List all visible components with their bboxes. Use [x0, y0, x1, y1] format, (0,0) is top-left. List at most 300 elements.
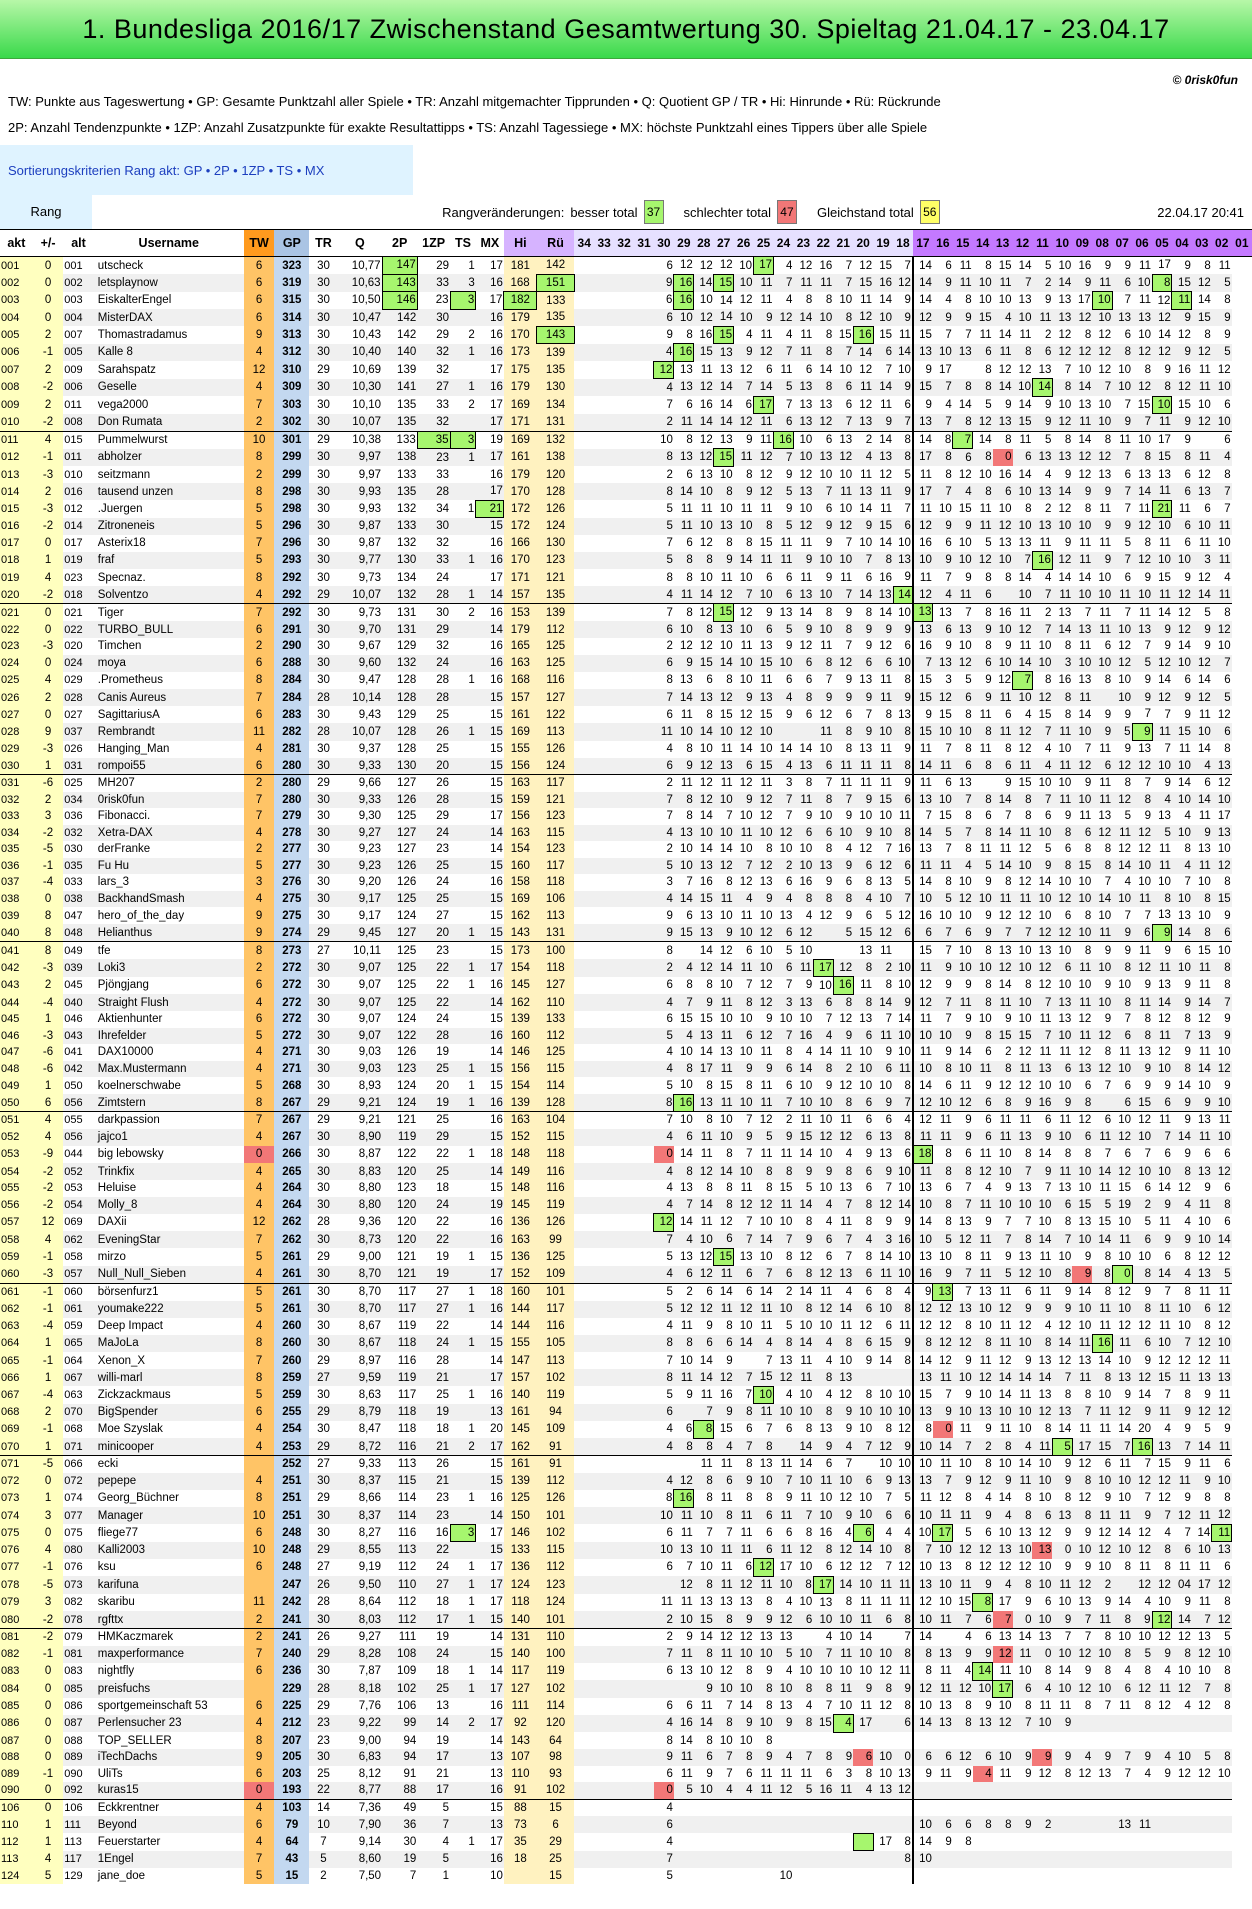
table-cell: 8,55	[338, 1542, 383, 1559]
table-cell: 13	[773, 604, 793, 622]
column-header-22[interactable]: 26	[734, 230, 754, 257]
table-cell: 6	[244, 1816, 274, 1833]
table-cell: 10	[1032, 1576, 1052, 1594]
username-cell: skaribu	[97, 1596, 135, 1609]
table-cell: 10	[1052, 518, 1072, 535]
table-cell: 8	[686, 743, 693, 755]
table-cell: 4	[244, 1473, 274, 1490]
table-cell: 25	[436, 1388, 450, 1401]
table-cell: 083	[0, 1663, 33, 1681]
table-cell: 13	[879, 876, 893, 889]
table-cell: 6	[666, 1526, 673, 1539]
table-cell	[1132, 1799, 1152, 1816]
column-header-18[interactable]: 30	[654, 230, 674, 257]
table-cell: 14	[913, 274, 933, 292]
table-cell: 1	[450, 1094, 476, 1112]
table-cell: 017	[64, 537, 83, 549]
table-cell: 6	[654, 309, 674, 326]
table-cell: 14	[873, 994, 893, 1011]
table-cell: 8	[833, 621, 853, 638]
table-cell	[634, 825, 654, 842]
table-cell: 8	[726, 1182, 733, 1195]
table-cell	[614, 1715, 634, 1733]
table-cell: 124	[537, 758, 575, 775]
column-header-31[interactable]: 17	[913, 230, 933, 257]
table-cell: 13	[1078, 1216, 1092, 1229]
table-cell: 10	[674, 309, 694, 326]
table-cell: 9	[904, 294, 911, 307]
table-cell: 11	[720, 571, 733, 584]
table-cell: 12	[1178, 1354, 1191, 1367]
table-cell: 028	[63, 689, 93, 706]
table-cell: 11	[1052, 1576, 1072, 1594]
username-cell: börsenfurz1	[94, 1283, 244, 1301]
column-header-2[interactable]: alt	[63, 230, 93, 257]
table-cell	[973, 1833, 993, 1851]
table-cell: 5	[1124, 810, 1132, 823]
column-header-38[interactable]: 10	[1052, 230, 1072, 257]
table-cell: 10	[853, 1507, 873, 1524]
table-cell: 8	[853, 959, 873, 977]
column-header-4[interactable]: TW	[244, 230, 274, 257]
column-header-35[interactable]: 13	[993, 230, 1013, 257]
table-cell: 11	[780, 363, 793, 376]
table-cell: 8	[1184, 1250, 1191, 1263]
username-cell: MisterDAX	[94, 309, 244, 326]
column-header-14[interactable]: 34	[574, 230, 594, 257]
column-header-25[interactable]: 23	[793, 230, 813, 257]
column-header-23[interactable]: 25	[754, 230, 774, 257]
table-cell: 15	[714, 449, 734, 467]
table-cell: 10	[1132, 586, 1152, 604]
table-cell	[574, 1214, 594, 1232]
table-cell: 282	[274, 723, 309, 741]
table-cell: 8	[1064, 1216, 1072, 1229]
table-cell: 012	[64, 502, 83, 515]
table-cell	[574, 907, 594, 924]
table-cell	[594, 396, 614, 414]
table-cell: 29	[309, 1404, 337, 1421]
table-cell: 14	[1192, 994, 1212, 1011]
table-cell: 2	[773, 858, 793, 875]
table-cell: 7	[945, 1388, 952, 1401]
table-cell: 15	[1013, 775, 1033, 792]
column-header-40[interactable]: 08	[1092, 230, 1112, 257]
table-cell: 10	[993, 655, 1013, 672]
table-cell: 11	[959, 1079, 972, 1092]
table-cell: 6	[973, 344, 993, 362]
table-cell: 10	[674, 723, 694, 741]
table-cell: 10	[1058, 743, 1072, 755]
table-cell: 027	[64, 708, 83, 721]
table-cell: 12	[719, 259, 733, 272]
table-cell: 7	[773, 449, 793, 467]
table-cell: 8	[985, 571, 992, 584]
table-cell: 16	[913, 1266, 933, 1284]
username-cell: Canis Aureus	[94, 689, 244, 706]
table-cell: 11	[1052, 586, 1072, 604]
table-cell: -5	[33, 841, 63, 858]
table-cell: 12	[859, 259, 873, 272]
table-cell: 8	[993, 1094, 1013, 1112]
column-header-3[interactable]: Username	[94, 230, 244, 257]
column-header-42[interactable]: 06	[1132, 230, 1152, 257]
table-cell: 10	[1072, 1231, 1092, 1248]
table-cell: 27	[417, 1576, 450, 1594]
table-cell: -9	[33, 1146, 63, 1164]
column-header-7[interactable]: Q	[338, 230, 383, 257]
table-cell: 280	[274, 758, 309, 775]
table-cell: 15	[754, 758, 774, 775]
table-cell	[1132, 1782, 1152, 1799]
table-cell: 9	[973, 1507, 993, 1524]
table-cell: 17	[476, 449, 504, 467]
column-header-8[interactable]: 2P	[382, 230, 417, 257]
table-cell: 6	[654, 1816, 674, 1833]
table-cell: 313	[274, 326, 309, 344]
table-cell: 8	[865, 1250, 873, 1263]
table-cell: 273	[274, 942, 309, 960]
table-cell: 15	[476, 1335, 504, 1353]
table-cell	[614, 1833, 634, 1851]
table-cell: 9	[793, 1231, 813, 1248]
table-cell: 14	[1197, 674, 1211, 687]
table-cell	[450, 621, 476, 638]
table-cell	[634, 891, 654, 908]
column-header-36[interactable]: 12	[1013, 230, 1033, 257]
column-header-1[interactable]: +/-	[33, 230, 63, 257]
table-cell: 10	[759, 743, 773, 755]
column-header-37[interactable]: 11	[1032, 230, 1052, 257]
table-cell: 271	[274, 1044, 309, 1061]
table-cell	[734, 1352, 754, 1369]
table-cell: 11	[913, 1163, 933, 1180]
table-cell	[594, 1833, 614, 1851]
table-cell	[450, 1011, 476, 1028]
table-cell: 6	[893, 792, 913, 809]
table-cell: 067	[63, 1369, 93, 1386]
table-cell: 053	[64, 1182, 83, 1195]
table-cell: 30	[403, 1835, 417, 1848]
table-row	[0, 907, 1252, 924]
table-cell: 168	[504, 274, 537, 292]
table-cell: 10	[1172, 758, 1192, 775]
table-cell: 14	[1013, 1456, 1033, 1473]
table-cell: 11	[793, 792, 813, 809]
table-cell: 15	[537, 1868, 575, 1885]
table-cell: 14	[913, 1833, 933, 1851]
table-cell	[634, 1231, 654, 1248]
table-cell: 7	[833, 1456, 853, 1473]
table-cell: 5	[773, 483, 793, 500]
table-cell: 9	[1172, 431, 1192, 449]
table-cell: 8	[714, 483, 734, 500]
column-header-46[interactable]: 02	[1212, 230, 1232, 257]
table-cell: 10	[973, 274, 993, 292]
table-cell: 4	[1192, 758, 1212, 775]
username-cell: Beyond	[94, 1816, 244, 1833]
table-cell: 11	[993, 689, 1013, 706]
table-cell: 4	[1172, 1197, 1192, 1214]
table-cell: 077	[63, 1507, 93, 1524]
table-cell	[634, 1851, 654, 1868]
table-row	[0, 1061, 1252, 1078]
table-cell: 8	[1224, 979, 1231, 992]
table-cell: 7	[244, 808, 274, 825]
table-cell: 9	[786, 468, 793, 481]
table-cell: 4	[805, 909, 813, 922]
table-cell: 19	[417, 1266, 450, 1284]
table-cell	[614, 1646, 634, 1663]
table-cell: 13	[719, 1596, 733, 1609]
table-cell: 9,73	[358, 571, 382, 584]
table-cell: 10	[1032, 891, 1052, 908]
table-cell: 10	[1132, 1129, 1152, 1146]
table-cell	[634, 775, 654, 792]
table-cell: 6	[825, 1767, 833, 1780]
table-cell: 24	[436, 571, 450, 584]
table-cell: 9	[1132, 1283, 1152, 1301]
column-header-21[interactable]: 27	[714, 230, 734, 257]
table-cell: 12	[873, 858, 893, 875]
table-cell: 4	[1013, 1438, 1033, 1456]
table-cell	[614, 396, 634, 414]
table-cell: 052	[0, 1129, 33, 1146]
table-cell: 13	[913, 604, 933, 622]
table-cell: 1	[468, 1492, 475, 1505]
table-cell: 14	[873, 604, 893, 622]
table-cell: 9	[1152, 1646, 1172, 1663]
table-row	[0, 1680, 1252, 1698]
column-header-15[interactable]: 33	[594, 230, 614, 257]
column-header-43[interactable]: 05	[1152, 230, 1172, 257]
table-cell: 9	[734, 1715, 754, 1733]
table-cell: 6	[674, 1129, 694, 1146]
column-header-33[interactable]: 15	[953, 230, 973, 257]
table-cell: 10	[1098, 909, 1112, 922]
column-header-17[interactable]: 31	[634, 230, 654, 257]
table-cell: 13	[779, 1700, 793, 1712]
table-cell: 0	[1052, 1542, 1072, 1559]
table-cell: 175	[504, 361, 537, 379]
column-header-12[interactable]: Hi	[504, 230, 537, 257]
table-cell: 7	[726, 1526, 733, 1539]
table-cell	[574, 274, 594, 292]
table-cell: 4	[654, 1715, 674, 1733]
column-header-39[interactable]: 09	[1072, 230, 1092, 257]
table-cell: 323	[274, 257, 309, 275]
column-header-27[interactable]: 21	[833, 230, 853, 257]
table-cell: 17	[417, 1749, 450, 1766]
table-cell	[574, 1663, 594, 1681]
table-cell: 25	[417, 858, 450, 875]
table-cell: 28	[417, 483, 450, 500]
column-header-24[interactable]: 24	[773, 230, 793, 257]
table-cell: 11	[1052, 1112, 1072, 1129]
column-header-28[interactable]: 20	[853, 230, 873, 257]
table-cell: 9	[1104, 1013, 1112, 1026]
table-cell: 12	[1212, 1061, 1232, 1078]
table-row	[0, 1663, 1252, 1681]
table-cell	[674, 1833, 694, 1851]
table-cell: 10	[1172, 552, 1192, 570]
table-cell	[594, 1011, 614, 1028]
table-cell: 6	[1172, 1542, 1192, 1559]
column-header-9[interactable]: 1ZP	[417, 230, 450, 257]
table-cell: 1	[450, 379, 476, 397]
table-cell: 016	[0, 518, 33, 535]
table-cell	[993, 1851, 1013, 1868]
column-header-20[interactable]: 28	[694, 230, 714, 257]
table-cell: 12	[1038, 1767, 1052, 1780]
table-cell: 8	[1032, 1335, 1052, 1353]
table-cell: 8	[913, 1421, 933, 1439]
table-cell: 7	[833, 586, 853, 604]
table-cell: 118	[504, 1594, 537, 1612]
table-cell: 25	[537, 1851, 575, 1868]
column-header-30[interactable]: 18	[893, 230, 913, 257]
table-cell: 12	[1152, 1576, 1172, 1594]
column-header-11[interactable]: MX	[476, 230, 504, 257]
table-cell: 28	[436, 674, 450, 687]
table-cell: 1	[450, 1335, 476, 1353]
table-cell: 13	[1052, 604, 1072, 622]
table-cell: 11	[1218, 1388, 1231, 1401]
table-cell: 125	[537, 638, 575, 655]
column-header-10[interactable]: TS	[450, 230, 476, 257]
column-header-41[interactable]: 07	[1112, 230, 1132, 257]
table-cell: 12	[1072, 1576, 1092, 1594]
table-cell: 119	[382, 1129, 417, 1146]
table-cell: 11	[933, 1129, 953, 1146]
table-cell: 041	[0, 942, 33, 960]
table-cell: 11	[1198, 708, 1211, 721]
table-cell	[574, 1559, 594, 1577]
table-cell: 8,66	[358, 1492, 382, 1505]
table-cell: 10	[1178, 1320, 1191, 1332]
table-cell: 5	[773, 518, 793, 535]
table-row	[0, 257, 1252, 275]
column-header-6[interactable]: TR	[309, 230, 337, 257]
table-cell: 12	[1038, 979, 1052, 992]
table-row	[0, 1369, 1252, 1386]
table-cell: 8	[933, 1163, 953, 1180]
column-header-16[interactable]: 32	[614, 230, 634, 257]
table-cell: 29	[317, 1700, 330, 1712]
column-header-29[interactable]: 19	[873, 230, 893, 257]
table-cell	[594, 431, 614, 449]
table-cell: 14	[1038, 1148, 1052, 1161]
table-cell: 9	[1172, 1456, 1192, 1473]
username-cell: Trinkfix	[94, 1163, 244, 1180]
table-cell: 91	[537, 1438, 575, 1456]
column-header-26[interactable]: 22	[813, 230, 833, 257]
table-cell: 10	[893, 1404, 913, 1421]
table-cell: 10	[839, 1699, 853, 1712]
table-cell: 14	[680, 1734, 693, 1747]
table-cell: 160	[504, 858, 537, 875]
table-cell: 12	[973, 414, 993, 432]
table-cell: 10	[1013, 994, 1033, 1011]
table-cell: 7	[953, 1438, 973, 1456]
table-cell: 9,14	[358, 1835, 382, 1848]
table-cell: 13	[1132, 309, 1152, 326]
table-cell: 12	[1197, 1767, 1211, 1780]
column-header-0[interactable]: akt	[0, 230, 33, 257]
table-cell: 11	[913, 1490, 933, 1508]
table-cell: 32	[417, 344, 450, 362]
table-cell: 11	[1052, 758, 1072, 775]
table-cell: 002	[63, 274, 93, 292]
table-cell: 110	[537, 994, 575, 1011]
table-cell	[1092, 1816, 1112, 1833]
table-cell: 14	[754, 1283, 774, 1301]
table-cell: 7	[1184, 1526, 1191, 1539]
username-cell: MaJoLa	[94, 1335, 244, 1353]
column-header-13[interactable]: Rü	[537, 230, 575, 257]
table-cell: 123	[397, 1182, 417, 1195]
table-cell	[614, 621, 634, 638]
worse-label: schlechter total	[683, 204, 771, 220]
username-cell: EiskalterEngel	[97, 294, 172, 307]
table-cell: 037	[0, 874, 33, 891]
table-cell	[614, 344, 634, 362]
table-cell: 9	[913, 1283, 933, 1301]
table-cell: 9,07	[338, 1028, 383, 1045]
table-cell	[714, 1816, 734, 1833]
table-cell: 2	[773, 1283, 793, 1301]
table-cell: 7	[813, 775, 833, 792]
column-header-47[interactable]: 01	[1232, 230, 1252, 257]
column-header-44[interactable]: 04	[1172, 230, 1192, 257]
table-cell: 4	[244, 825, 274, 842]
table-cell: 6	[913, 924, 933, 942]
column-header-5[interactable]: GP	[274, 230, 309, 257]
table-cell	[614, 1851, 634, 1868]
column-header-32[interactable]: 16	[933, 230, 953, 257]
table-cell: 203	[274, 1766, 309, 1783]
table-cell: 8	[244, 1094, 274, 1112]
table-cell: 12	[1092, 825, 1112, 842]
table-cell: 22	[417, 994, 450, 1011]
column-header-19[interactable]: 29	[674, 230, 694, 257]
table-cell: 11	[754, 552, 774, 570]
column-header-45[interactable]: 03	[1192, 230, 1212, 257]
table-cell: 113	[537, 907, 575, 924]
table-cell: 4	[1124, 876, 1132, 889]
table-cell: 10	[913, 1698, 933, 1715]
table-cell: 12	[839, 1013, 853, 1026]
table-cell: 6	[845, 708, 853, 721]
table-cell: 131	[504, 1629, 537, 1646]
table-cell: 106	[397, 1700, 417, 1712]
table-cell: 8,80	[338, 1197, 383, 1214]
table-cell: 9	[813, 518, 833, 535]
table-cell: 15	[714, 1248, 734, 1266]
table-cell: 14	[476, 586, 504, 604]
table-cell: 10	[893, 959, 913, 977]
column-header-34[interactable]: 14	[973, 230, 993, 257]
table-cell: 10	[1217, 537, 1231, 549]
table-row	[0, 655, 1252, 672]
table-cell: 8	[654, 1094, 674, 1112]
table-cell: 165	[504, 638, 537, 655]
table-cell: 7	[654, 1851, 674, 1868]
table-cell: 14	[799, 1148, 813, 1161]
table-cell: 056	[0, 1197, 33, 1214]
table-cell: 11	[680, 1767, 693, 1780]
table-cell: 14	[694, 1197, 714, 1214]
